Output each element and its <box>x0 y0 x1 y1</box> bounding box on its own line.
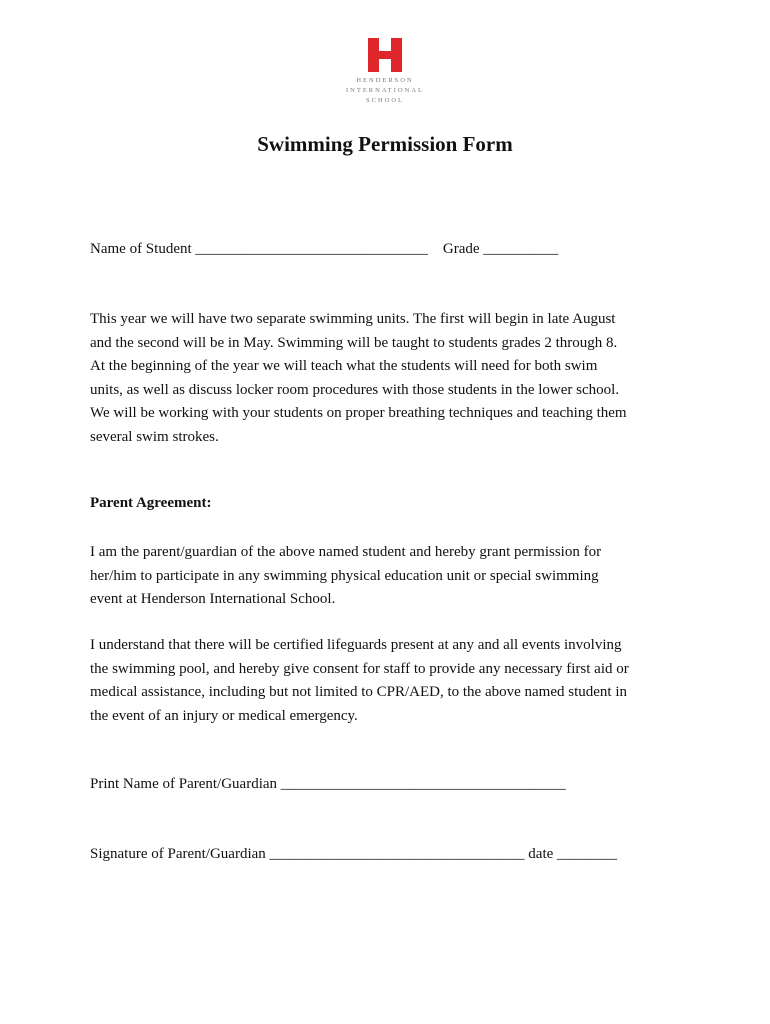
intro-paragraph <box>90 308 690 449</box>
consent-line: medical assistance, including but not limited to CPR/AED, to the above named student in <box>90 684 627 700</box>
page-title: Swimming Permission Form <box>257 132 513 156</box>
agreement-line: I am the parent/guardian of the above named student and hereby grant permission for <box>90 544 602 560</box>
intro-line: units, as well as discuss locker room procedures with those students in the lower school. <box>90 381 620 398</box>
agreement-line: her/him to participate in any swimming physical education unit or special swimming <box>90 567 599 584</box>
intro-line: This year we will have two separate swimming units. The first will begin in late August <box>90 311 616 327</box>
school-logo <box>340 38 430 106</box>
consent-line: I understand that there will be certified lifeguards present at any and all events involving <box>90 637 622 653</box>
intro-line: several swim strokes. <box>90 428 219 445</box>
consent-line: the swimming pool, and hereby give consent for staff to provide any necessary first aid or <box>90 660 629 677</box>
agreement-line: event at Henderson International School. <box>90 591 336 607</box>
school-logo-h-icon <box>368 38 402 72</box>
consent-paragraph <box>90 634 690 728</box>
intro-line: We will be working with your students on proper breathing techniques and teaching them <box>90 405 627 421</box>
signature-date-line[interactable]: Signature of Parent/Guardian __________________________________ date ________ <box>90 846 618 862</box>
logo-text-line-3: SCHOOL <box>365 97 404 104</box>
logo-text-line-1: HENDERSON <box>356 77 414 84</box>
student-name-grade-line[interactable]: Name of Student _______________________________ Grade __________ <box>90 241 559 257</box>
intro-line: At the beginning of the year we will teach what the students will need for both swim <box>90 358 598 374</box>
intro-line: and the second will be in May. Swimming will be taught to students grades 2 through 8. <box>90 334 618 351</box>
print-name-line[interactable]: Print Name of Parent/Guardian ______________________________________ <box>90 776 566 792</box>
consent-line: the event of an injury or medical emergency. <box>90 707 358 724</box>
parent-agreement-heading: Parent Agreement: <box>90 495 212 511</box>
logo-text-line-2: INTERNATIONAL <box>346 87 424 94</box>
agreement-paragraph <box>90 541 690 612</box>
